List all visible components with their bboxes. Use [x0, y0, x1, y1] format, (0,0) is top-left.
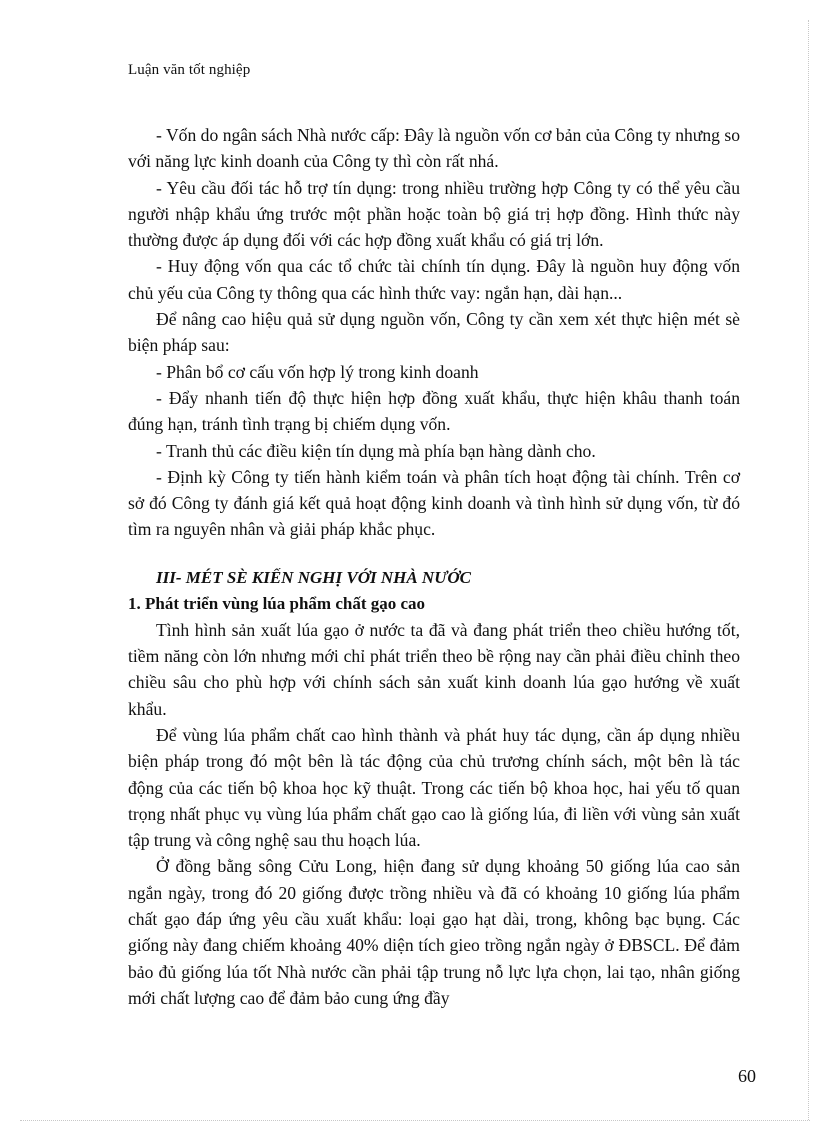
paragraph-capital-efficiency: Để nâng cao hiệu quả sử dụng nguồn vốn, Công ty cần xem xét thực hiện mét sè biện pháp sau:	[128, 309, 740, 356]
page-edge-bottom	[20, 1120, 810, 1121]
subsection-heading: 1. Phát triển vùng lúa phẩm chất gạo cao	[128, 593, 426, 613]
paragraph-rice-production: Tình hình sản xuất lúa gạo ở nước ta đã và đang phát triển theo chiều hướng tốt, tiềm năng còn lớn nhưng mới chỉ phát triển theo bề rộng nay cần phải điều chỉnh theo chiều sâu cho phù hợp với chính sách sản xuất kinh doanh lúa gạo hướng về xuất khẩu.	[128, 619, 740, 719]
paragraph-contract-progress: - Đẩy nhanh tiến độ thực hiện hợp đồng xuất khẩu, thực hiện khâu thanh toán đúng hạn, tránh tình trạng bị chiếm dụng vốn.	[128, 387, 740, 435]
paragraph-partner-credit: - Yêu cầu đối tác hỗ trợ tín dụng: trong nhiều trường hợp Công ty có thể yêu cầu người nhập khẩu ứng trước một phần hoặc toàn bộ giá trị hợp đồng. Hình thức này thường được áp dụng đối với các hợp đồng xuất khẩu có giá trị lớn.	[128, 177, 740, 251]
section-heading: III- MÉT SÈ KIẾN NGHỊ VỚI NHÀ NƯỚC	[156, 567, 471, 587]
paragraph-credit-terms: - Tranh thủ các điều kiện tín dụng mà phía bạn hàng dành cho.	[156, 440, 596, 461]
paragraph-state-budget: - Vốn do ngân sách Nhà nước cấp: Đây là nguồn vốn cơ bản của Công ty nhưng so với năng lực kinh doanh của Công ty thì còn rất nhá.	[128, 125, 740, 172]
paragraph-quality-rice-area: Để vùng lúa phẩm chất cao hình thành và phát huy tác dụng, cần áp dụng nhiều biện pháp trong đó một bên là tác động của chủ trương chính sách, một bên là tác động của các tiến bộ khoa học kỹ thuật. Trong các tiến bộ khoa học, hai yếu tố quan trọng nhất phục vụ vùng lúa phẩm chất gạo cao là giống lúa, đi liền với vùng sản xuất tập trung và công nghệ sau thu hoạch lúa.	[128, 724, 740, 851]
running-header: Luận văn tốt nghiệp	[128, 62, 251, 78]
page-edge-right	[808, 20, 809, 1120]
document-body	[128, 122, 740, 1011]
paragraph-financial-institutions: - Huy động vốn qua các tổ chức tài chính tín dụng. Đây là nguồn huy động vốn chủ yếu của Công ty thông qua các hình thức vay: ngắn hạn, dài hạn...	[128, 256, 740, 303]
paragraph-mekong-delta: Ở đồng bằng sông Cửu Long, hiện đang sử dụng khoảng 50 giống lúa cao sản ngắn ngày, trong đó 20 giống được trồng nhiều và đã có khoảng 10 giống lúa phẩm chất gạo đáp ứng yêu cầu xuất khẩu: loại gạo hạt dài, trong, không bạc bụng. Các giống này đang chiếm khoảng 40% diện tích gieo trồng ngắn ngày ở ĐBSCL. Để đảm bảo đủ giống lúa tốt Nhà nước cần phải tập trung nỗ lực lựa chọn, lai tạo, nhân giống mới chất lượng cao để đảm bảo cung ứng đầy	[128, 856, 740, 1008]
paragraph-periodic-audit: - Định kỳ Công ty tiến hành kiểm toán và phân tích hoạt động tài chính. Trên cơ sở đó Công ty đánh giá kết quả hoạt động kinh doanh và tình hình sử dụng vốn, từ đó tìm ra nguyên nhân và giải pháp khắc phục.	[128, 466, 740, 540]
page-number: 60	[738, 1066, 756, 1086]
paragraph-capital-structure: - Phân bổ cơ cấu vốn hợp lý trong kinh doanh	[156, 361, 479, 382]
